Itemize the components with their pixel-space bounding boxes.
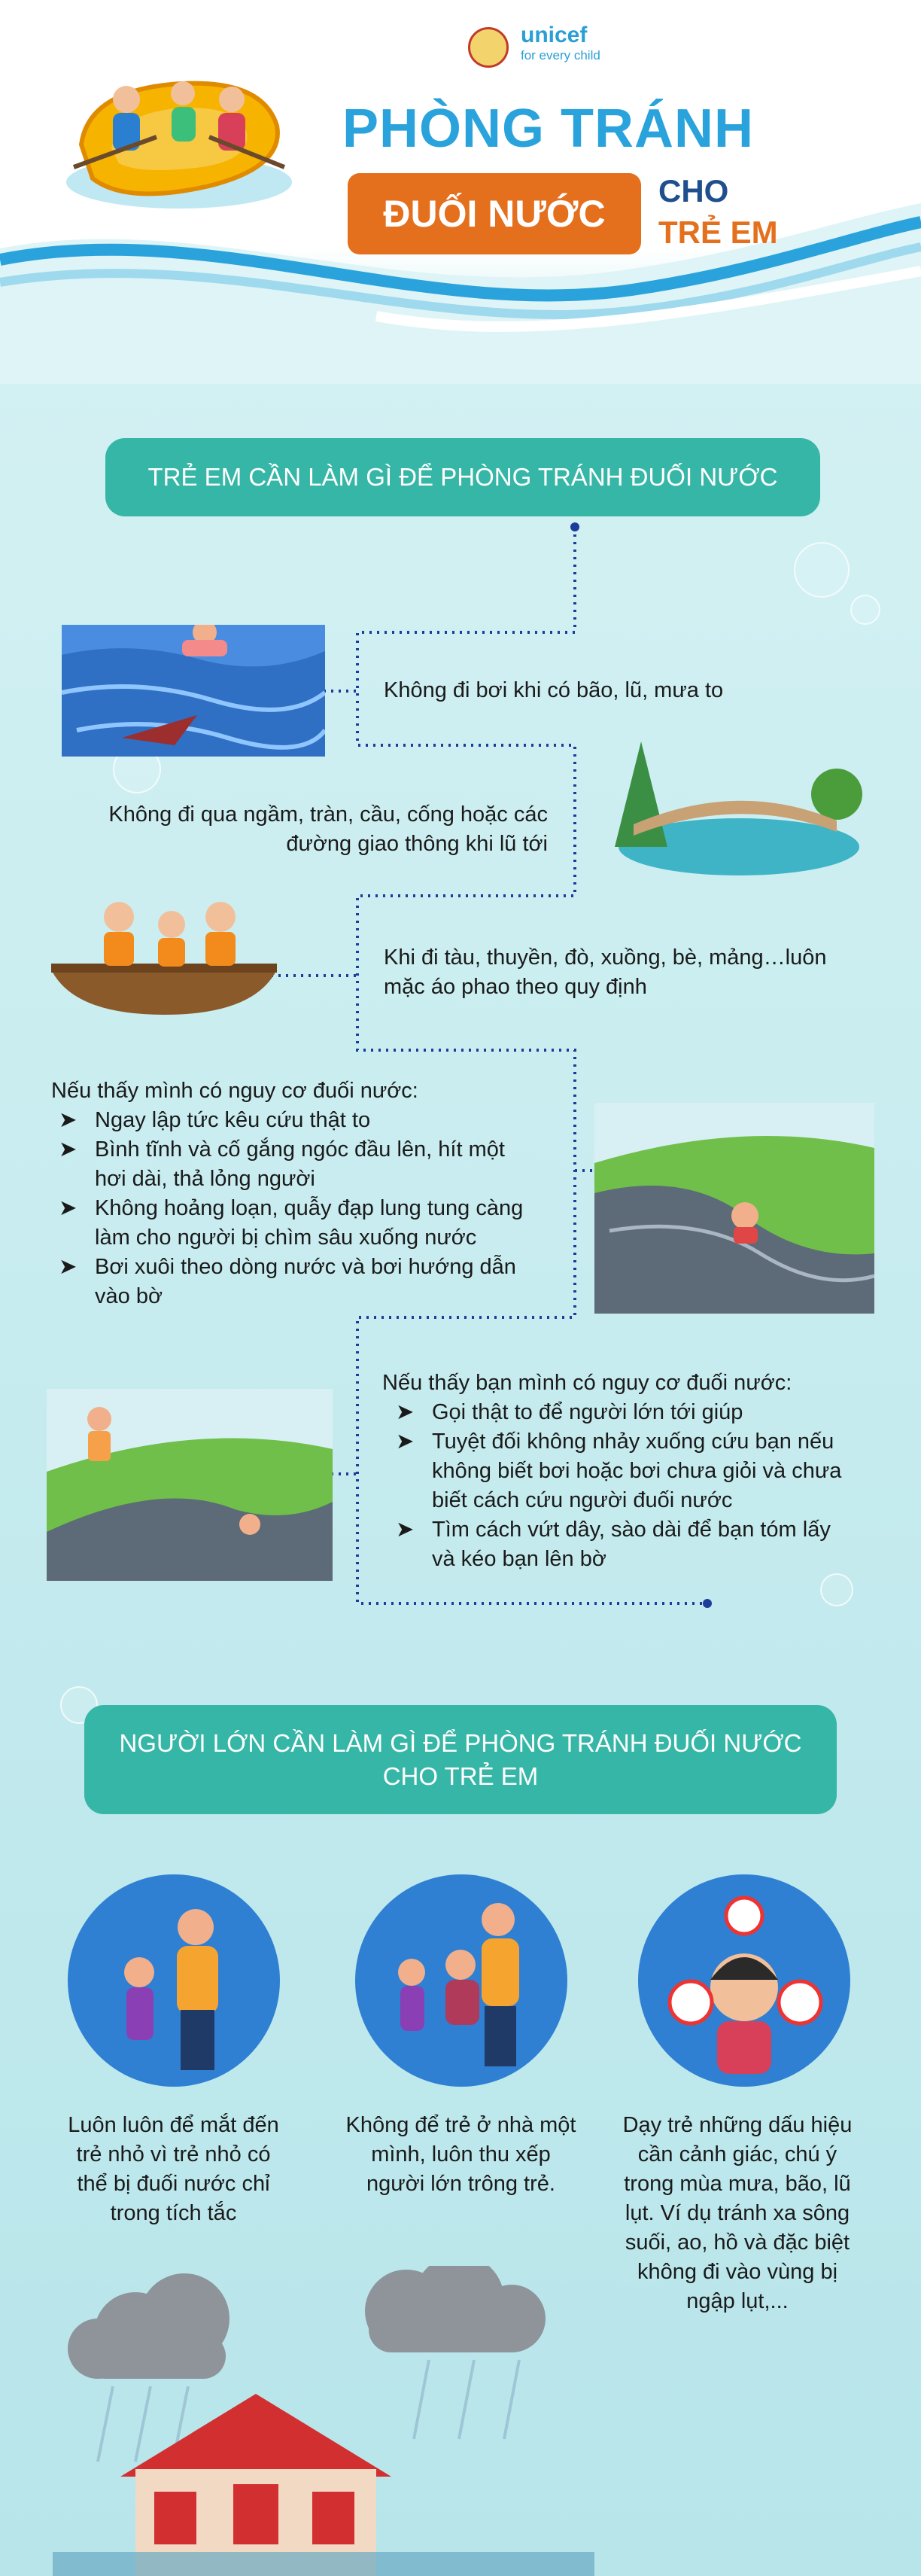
item3-text bbox=[384, 943, 826, 1002]
adult-supervising-illustration bbox=[355, 1874, 567, 2087]
unicef-wordmark: unicef bbox=[521, 23, 588, 47]
item4-point-line: Bơi xuôi theo dòng nước và bơi hướng dẫn bbox=[95, 1255, 516, 1279]
arrow-bullet-icon: ➤ bbox=[396, 1400, 415, 1424]
item5-point-line: và kéo bạn lên bờ bbox=[432, 1547, 606, 1571]
river-drowning-illustration bbox=[594, 1103, 874, 1314]
item4-point-line: Ngay lập tức kêu cứu thật to bbox=[95, 1108, 371, 1132]
teach-warning-signs-illustration bbox=[638, 1874, 850, 2087]
item3-line2: mặc áo phao theo quy định bbox=[384, 975, 647, 999]
unicef-logo bbox=[521, 23, 600, 63]
arrow-bullet-icon: ➤ bbox=[59, 1137, 78, 1162]
col3-line: suối, ao, hồ và đặc biệt bbox=[625, 2230, 850, 2255]
title-cho: CHO bbox=[658, 173, 729, 209]
arrow-bullet-icon: ➤ bbox=[59, 1255, 78, 1279]
item4-list bbox=[59, 1106, 563, 1311]
col1-text bbox=[44, 2111, 303, 2228]
adult-watching-child-illustration bbox=[68, 1874, 280, 2087]
col2-line: mình, luôn thu xếp bbox=[371, 2142, 551, 2166]
item4-point-line: hơi dài, thả lỏng người bbox=[95, 1167, 315, 1191]
item4-point bbox=[59, 1106, 563, 1135]
section1-heading: TRẺ EM CẦN LÀM GÌ ĐỂ PHÒNG TRÁNH ĐUỐI NƯỚC bbox=[105, 438, 820, 516]
item2-line2: đường giao thông khi lũ tới bbox=[286, 832, 548, 856]
item4-point bbox=[59, 1135, 563, 1194]
item4-point bbox=[59, 1253, 563, 1311]
item5-point-line: Tuyệt đối không nhảy xuống cứu bạn nếu bbox=[432, 1430, 834, 1454]
arrow-bullet-icon: ➤ bbox=[396, 1430, 415, 1454]
item5-point-line: không biết bơi hoặc bơi chưa giỏi và chưa bbox=[432, 1459, 842, 1483]
item5-point-line: Gọi thật to để người lớn tới giúp bbox=[432, 1400, 743, 1424]
col3-line: không đi vào vùng bị bbox=[637, 2260, 838, 2284]
item5-block bbox=[382, 1369, 871, 1574]
item5-point bbox=[396, 1398, 871, 1427]
col2-line: người lớn trông trẻ. bbox=[366, 2172, 555, 2196]
item3-line1: Khi đi tàu, thuyền, đò, xuồng, bè, mảng…luôn bbox=[384, 945, 827, 970]
item4-point-line: Không hoảng loạn, quẫy đạp lung tung càng bbox=[95, 1196, 524, 1220]
title-box: ĐUỐI NƯỚC bbox=[348, 173, 641, 254]
storm-swim-illustration bbox=[62, 625, 325, 757]
flooded-bridge-illustration bbox=[611, 734, 867, 877]
item4-point bbox=[59, 1194, 563, 1253]
arrow-bullet-icon: ➤ bbox=[59, 1196, 78, 1220]
item4-block bbox=[51, 1076, 563, 1311]
arrow-bullet-icon: ➤ bbox=[396, 1518, 415, 1542]
col2-text bbox=[324, 2111, 598, 2199]
arrow-bullet-icon: ➤ bbox=[59, 1108, 78, 1132]
col3-line: lụt. Ví dụ tránh xa sông bbox=[625, 2201, 850, 2225]
col1-line: trẻ nhỏ vì trẻ nhỏ có bbox=[76, 2142, 271, 2166]
item4-intro: Nếu thấy mình có nguy cơ đuối nước: bbox=[51, 1079, 418, 1103]
col3-line: Dạy trẻ những dấu hiệu bbox=[622, 2113, 853, 2137]
col3-line: cần cảnh giác, chú ý bbox=[637, 2142, 837, 2166]
item4-point-line: làm cho người bị chìm sâu xuống nước bbox=[95, 1226, 477, 1250]
item1-text: Không đi bơi khi có bão, lũ, mưa to bbox=[384, 678, 724, 702]
col2-line: Không để trẻ ở nhà một bbox=[345, 2113, 576, 2137]
section2-heading-line2: CHO TRẺ EM bbox=[382, 1761, 539, 1790]
title-line1: PHÒNG TRÁNH bbox=[342, 99, 754, 159]
item5-point bbox=[396, 1515, 871, 1574]
item5-point bbox=[396, 1427, 871, 1515]
title-tre-em: TRẺ EM bbox=[658, 215, 778, 250]
col1-line: trong tích tắc bbox=[110, 2201, 237, 2225]
col3-line: ngập lụt,... bbox=[686, 2289, 789, 2313]
unicef-tagline: for every child bbox=[521, 48, 600, 62]
section2-heading-line1: NGƯỜI LỚN CẦN LÀM GÌ ĐỂ PHÒNG TRÁNH ĐUỐI NƯỚC bbox=[119, 1728, 802, 1757]
item5-point-line: biết cách cứu người đuối nước bbox=[432, 1488, 733, 1512]
section2-heading bbox=[84, 1705, 837, 1814]
ministry-logo-icon bbox=[468, 27, 509, 68]
col1-line: Luôn luôn để mắt đến bbox=[68, 2113, 279, 2137]
col3-line: trong mùa mưa, bão, lũ bbox=[624, 2172, 851, 2196]
item2-line1: Không đi qua ngầm, tràn, cầu, cống hoặc các bbox=[108, 802, 548, 827]
col3-text bbox=[602, 2111, 873, 2316]
item5-list bbox=[396, 1398, 871, 1574]
friend-drowning-illustration bbox=[47, 1389, 333, 1581]
item2-text bbox=[66, 800, 548, 859]
item4-point-line: Bình tĩnh và cố gắng ngóc đầu lên, hít một bbox=[95, 1137, 505, 1162]
item5-point-line: Tìm cách vứt dây, sào dài để bạn tóm lấy bbox=[432, 1518, 831, 1542]
flood-house-illustration bbox=[53, 2266, 594, 2576]
raft-illustration bbox=[59, 54, 299, 220]
col1-line: thể bị đuối nước chỉ bbox=[77, 2172, 270, 2196]
boat-life-jacket-illustration bbox=[51, 894, 277, 1022]
item5-intro: Nếu thấy bạn mình có nguy cơ đuối nước: bbox=[382, 1371, 792, 1395]
item4-point-line: vào bờ bbox=[95, 1284, 163, 1308]
